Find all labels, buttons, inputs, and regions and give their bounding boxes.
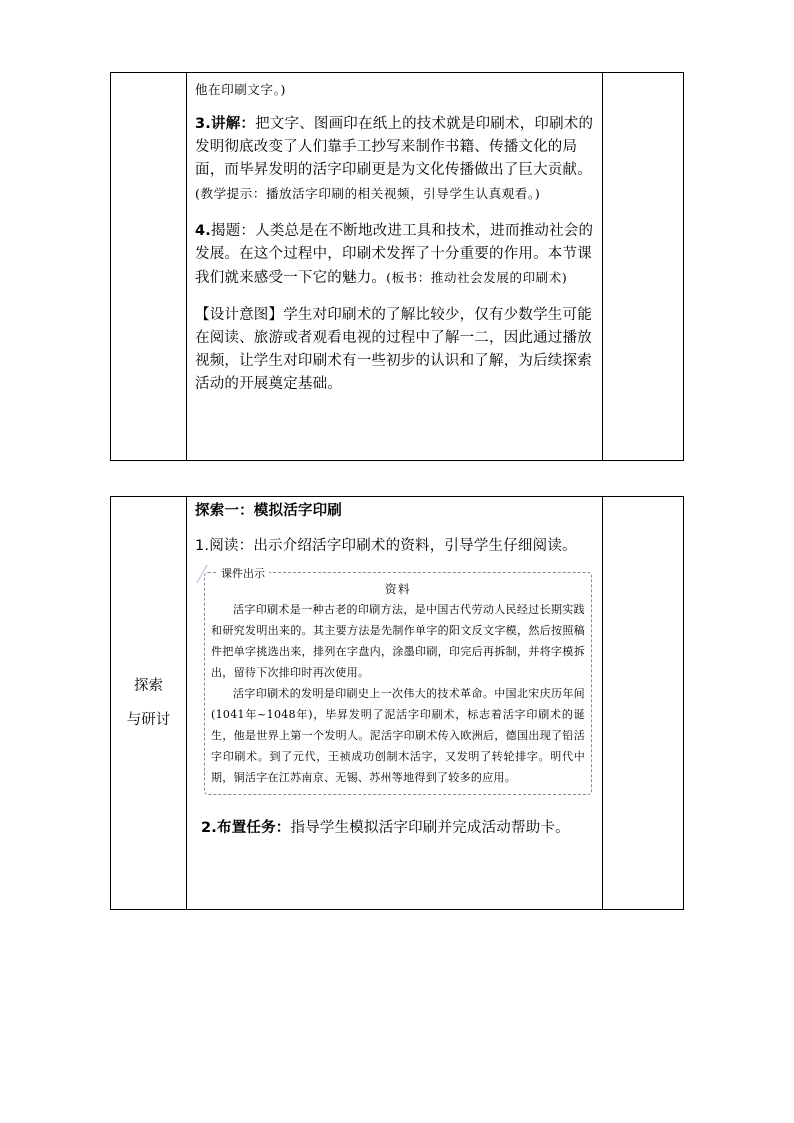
design-intent xyxy=(195,304,594,396)
step-4-note: (板书：推动社会发展的印刷术) xyxy=(386,270,568,285)
step-3-note: (教学提示：播放活字印刷的相关视频，引导学生认真观看。) xyxy=(195,186,541,201)
design-intent-label: 【设计意图】 xyxy=(195,307,284,323)
explore-title: 探索一：模拟活字印刷 xyxy=(195,503,342,519)
lesson-table-2 xyxy=(110,496,684,910)
material-paragraph-2: 活字印刷术的发明是印刷史上一次伟大的技术革命。中国北宋庆历年间(1041年~1048年)，毕昇发明了泥活字印刷术，标志着活字印刷术的诞生，他是世界上第一个发明人。泥活字印刷术传入欧洲后，德国出现了铅活字印刷术。到了元代，王祯成功创制木活字，又发明了转轮排字。明代中期，铜活字在江苏南京、无锡、苏州等地得到了较多的应用。 xyxy=(211,687,585,784)
lesson-table-1 xyxy=(110,72,684,461)
content-cell xyxy=(187,73,603,460)
material-paragraph-1: 活字印刷术是一种古老的印刷方法，是中国古代劳动人民经过长期实践和研究发明出来的。其主要方法是先制作单字的阳文反文字模，然后按照稿件把单字挑选出来，排列在字盘内，涂墨印刷，印完后再拆制，并将字模拆出，留待下次排印时再次使用。 xyxy=(211,603,585,679)
step-2-task xyxy=(195,817,594,840)
continued-note: 他在印刷文字。) xyxy=(195,82,286,97)
section-label-line-2: 与研讨 xyxy=(126,712,171,728)
courseware-box xyxy=(204,567,592,795)
material-heading: 资料 xyxy=(385,582,411,596)
section-cell-empty xyxy=(111,73,187,460)
design-intent-text: 学生对印刷术的了解比较少，仅有少数学生可能在阅读、旅游或者观看电视的过程中了解一二，因此通过播放视频，让学生对印刷术有一些初步的认识和了解，为后续探索活动的开展奠定基础。 xyxy=(195,307,592,392)
remarks-cell xyxy=(603,497,683,909)
section-label-line-1: 探索 xyxy=(134,678,163,694)
courseware-tag: 课件出示 xyxy=(217,565,269,581)
step-3-explain xyxy=(195,113,594,206)
step-4-label: 4. xyxy=(195,223,211,239)
remarks-cell xyxy=(603,73,683,460)
section-label xyxy=(127,669,171,737)
content-cell xyxy=(187,497,603,909)
step-2-text: 指导学生模拟活字印刷并完成活动帮助卡。 xyxy=(290,820,570,836)
step-4-text: 揭题：人类总是在不断地改进工具和技术，进而推动社会的发展。在这个过程中，印刷术发挥了十分重要的作用。本节课我们就来感受一下它的魅力。 xyxy=(195,223,594,286)
step-4-reveal xyxy=(195,220,594,290)
step-1-read: 1.阅读：出示介绍活字印刷术的资料，引导学生仔细阅读。 xyxy=(195,538,577,554)
step-3-label: 3.讲解： xyxy=(195,116,256,132)
section-cell xyxy=(111,497,187,909)
step-2-label: 2.布置任务： xyxy=(201,820,291,836)
step-3-text: 把文字、图画印在纸上的技术就是印刷术，印刷术的发明彻底改变了人们靠手工抄写来制作书籍、传播文化的局面，而毕昇发明的活字印刷更是为文化传播做出了巨大贡献。 xyxy=(195,116,594,178)
